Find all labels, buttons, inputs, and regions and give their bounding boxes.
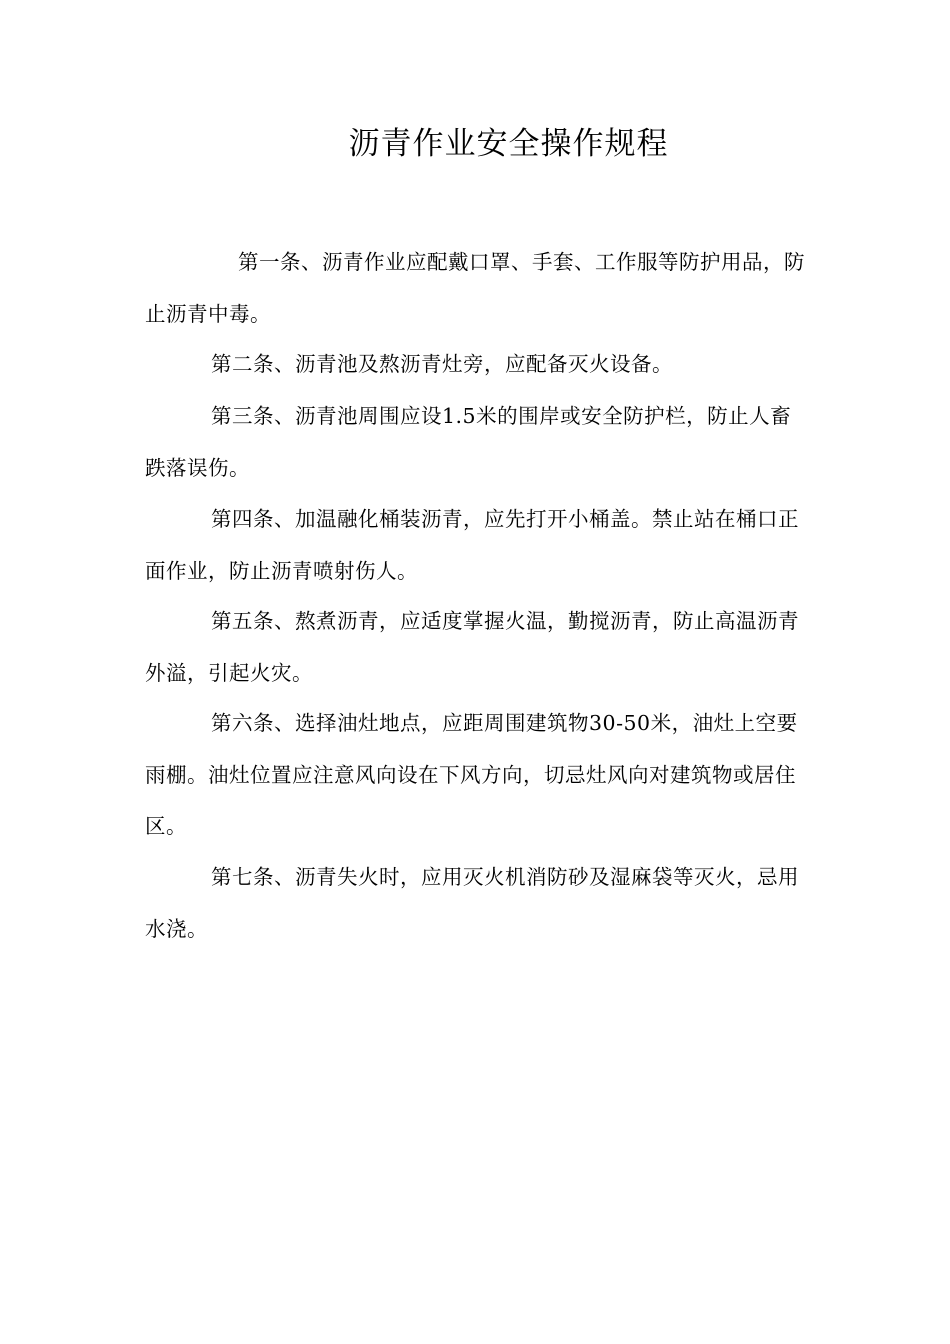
- article-5: 第五条、熬煮沥青，应适度掌握火温，勤搅沥青，防止高温沥青外溢，引起火灾。: [145, 609, 799, 685]
- document-title: 沥青作业安全操作规程: [348, 126, 669, 162]
- article-1: 第一条、沥青作业应配戴口罩、手套、工作服等防护用品，防止沥青中毒。: [145, 250, 805, 326]
- article-6: 第六条、选择油灶地点，应距周围建筑物30-50米，油灶上空要雨棚。油灶位置应注意风向设在下风方向，切忌灶风向对建筑物或居住区。: [145, 711, 798, 838]
- article-3: 第三条、沥青池周围应设1.5米的围岸或安全防护栏，防止人畜跌落误伤。: [145, 404, 792, 480]
- article-4: 第四条、加温融化桶装沥青，应先打开小桶盖。禁止站在桶口正面作业，防止沥青喷射伤人。: [145, 507, 799, 583]
- article-2: 第二条、沥青池及熬沥青灶旁，应配备灭火设备。: [211, 352, 673, 376]
- article-7: 第七条、沥青失火时，应用灭火机消防砂及湿麻袋等灭火，忌用水浇。: [145, 865, 799, 941]
